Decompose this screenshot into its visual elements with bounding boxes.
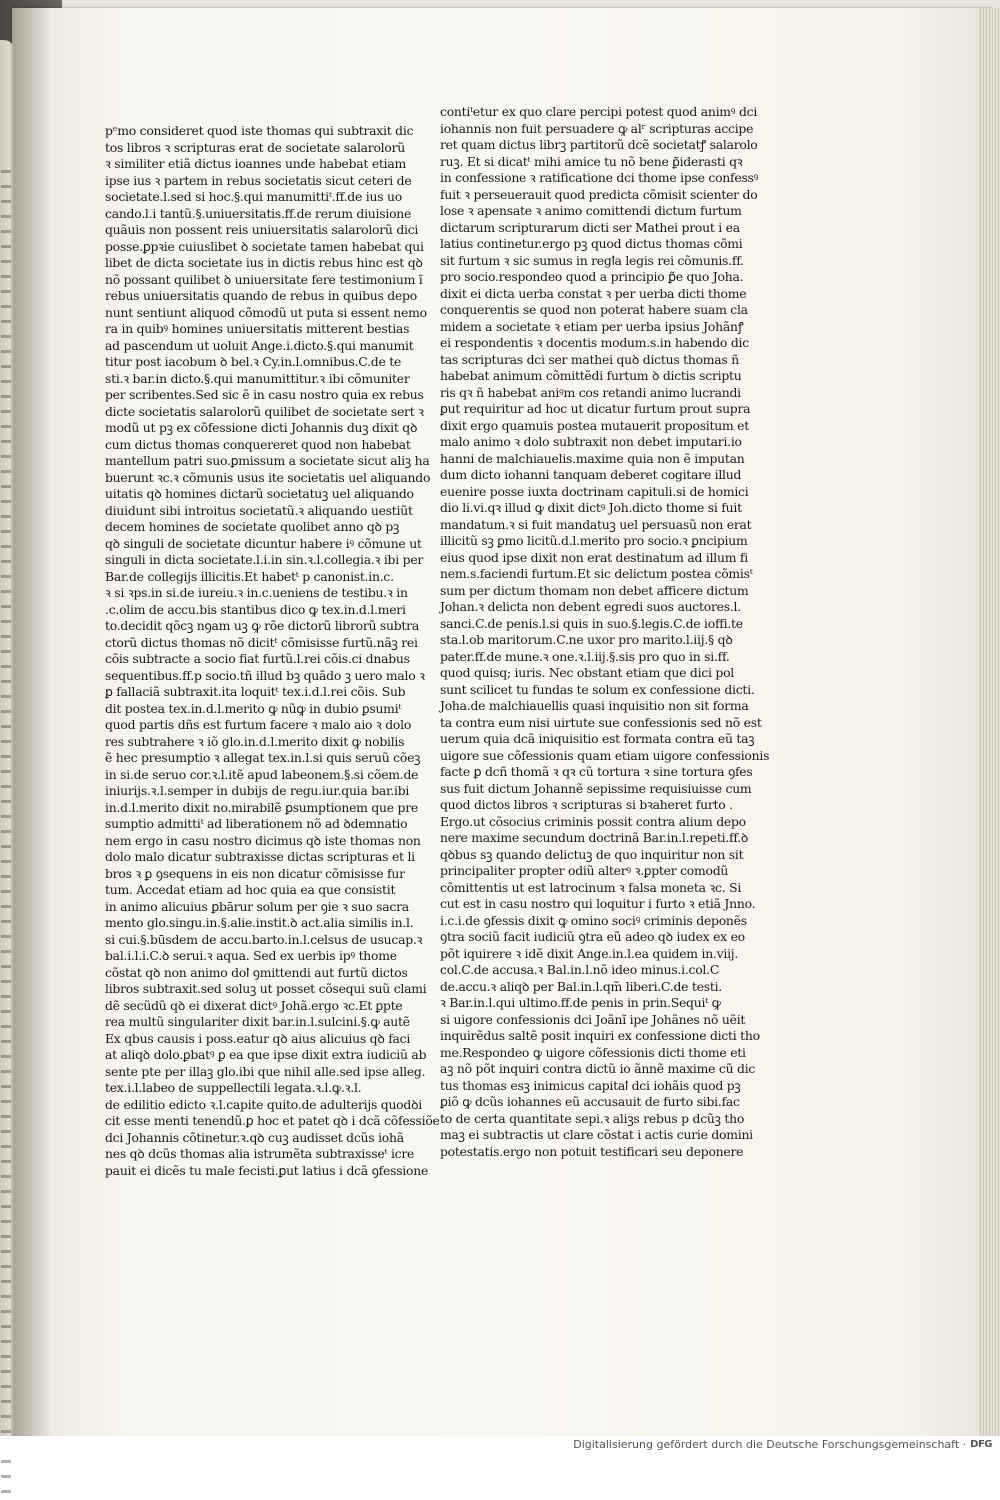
right-column-line: conquerentis se quod non poterat habere suam cla	[440, 302, 748, 317]
right-column-line: cõmittentis ut est latrocinum ꝛ falsa moneta ꝛc. Si	[440, 879, 742, 895]
left-column-line: sumptio admittiᵗ ad liberationem nõ ad ꝺdemnatio	[105, 816, 408, 831]
right-column-line: lose ꝛ apensate ꝛ animo comittendi dictum furtum	[440, 203, 742, 218]
left-column-line: si cui.§.būsdem de accu.barto.in.l.celsus de usucap.ꝛ	[105, 931, 423, 947]
right-column-line: ta contra eum nisi uirtute sue confessionis sed nõ est	[440, 714, 762, 730]
left-column-line: to.decidit qõcꝫ nꝯam uꝫ ꝙ rõe dictorũ librorũ subtra	[105, 618, 419, 633]
credit-text: Digitalisierung gefördert durch die Deutsche Forschungsgemeinschaft ·	[573, 1438, 967, 1451]
right-text-column	[440, 104, 770, 1160]
right-column-line: midem a societate ꝛ etiam per uerba ipsius Johãnꝭ	[440, 318, 744, 334]
right-column-line: põt iquirere ꝛ idẽ dixit Ange.in.l.ea quidem in.viij.	[440, 945, 739, 961]
right-column-line: uigore sue cõfessionis quam etiam uigore confessionis	[440, 747, 770, 763]
right-column-line: quod dictos libros ꝛ scripturas si bꝛaheret furto .	[440, 797, 733, 812]
right-column-line: ꝑiõ ꝙ dcũs iohannes eũ accusauit de furto sibi.fac	[440, 1094, 740, 1109]
right-column-line: sunt scilicet tu fundas te solum ex confessione dicti.	[440, 681, 755, 697]
left-column-line: quod partis dñs est furtum facere ꝛ malo aio ꝛ dolo	[105, 717, 412, 732]
right-column-line: sta.l.ob maritorum.C.ne uxor pro marito.l.iij.§ qꝺ	[440, 632, 733, 647]
right-column-line: Johan.ꝛ delicta non debent egredi suos auctores.l.	[440, 599, 741, 614]
left-column-line: dolo malo dicatur subtraxisse dictas scripturas et li	[105, 849, 415, 864]
left-column-line: sequentibus.ff.p socio.tñ illud bꝫ quãdo ꝫ uero malo ꝛ	[105, 667, 425, 683]
right-column-line: dio li.vi.qꝛ illud ꝙ dixit dictꝰ Joh.dicto thome si fuit	[440, 500, 742, 515]
left-column-line: bal.i.l.i.C.ꝺ serui.ꝛ aqua. Sed ex uerbis ipꝰ thome	[105, 948, 397, 963]
left-column-line: cando.l.i tantũ.§.uniuersitatis.ff.de rerum diuisione	[105, 205, 412, 221]
left-column-line: ꝛ similiter etiã dictus ioannes unde habebat etiam	[105, 156, 406, 171]
left-column-line: mento glo.singu.in.§.alie.instit.ꝺ act.alia similis in.l.	[105, 915, 414, 930]
right-column-line: mandatum.ꝛ si fuit mandatuꝫ uel persuasũ non erat	[440, 516, 752, 532]
left-column-line: de edilitio edicto ꝛ.l.capite quito.de adulterijs quodꝺi	[105, 1096, 422, 1112]
right-column-line: ꝯtra sociũ facit iudiciũ ꝯtra eũ adeo qꝺ iudex ex eo	[440, 929, 745, 944]
digitization-credit	[573, 1438, 992, 1451]
left-column-line: pauit ei dicẽs tu male fecisti.ꝑut latius i dcã ꝯfessione	[105, 1162, 429, 1178]
right-column-line: Joha.de malchiauellis quasi inquisitio non sit forma	[440, 698, 749, 713]
left-column-line: posse.ꝑpꝛie cuiuslibet ꝺ societate tamen habebat qui	[105, 238, 424, 254]
left-column-line: titur post iacobum ꝺ bel.ꝛ Cy.in.l.omnibus.C.de te	[105, 354, 402, 369]
left-column-line: cõstat qꝺ non animo doꝉ ꝯmittendi aut furtũ dictos	[105, 964, 408, 980]
right-column-line: ꝛ Bar.in.l.qui ultimo.ff.de penis in prin.Sequiᵗ ꝙ	[440, 995, 721, 1010]
right-column-line: ruꝫ. Et si dicatᵗ mihi amice tu nõ bene ꝑ̃iderasti qꝛ	[440, 153, 743, 169]
right-column-line: ris qꝛ ñ habebat aniꝰm cos retandi animo lucrandi	[440, 384, 741, 400]
left-column-line: ad pascendum ut uoluit Ange.i.dicto.§.qui manumit	[105, 337, 414, 353]
left-column-line: nes qꝺ dcũs thomas alia istrumẽta subtraxisseᵗ icre	[105, 1146, 415, 1161]
left-column-line: ctorũ dictus thomas nõ dicitᵗ cõmisisse furtũ.nãꝫ rei	[105, 634, 418, 650]
left-column-line: per scribentes.Sed sic ẽ in casu nostro quia ex rebus	[105, 387, 424, 402]
right-column-line: cut est in casu nostro qui loquitur i furto ꝛ etiã Jnno.	[440, 896, 756, 911]
right-column-line: euenire posse iuxta doctrinam capituli.si de homici	[440, 483, 749, 499]
left-column-line: libet de dicta societate ius in dictis rebus hinc est qꝺ	[105, 255, 423, 270]
left-column-line: in si.de seruo cor.ꝛ.l.itẽ apud labeonem.§.si cõem.de	[105, 766, 419, 782]
left-column-line: uitatis qꝺ homines dictarũ societatuꝫ uel aliquando	[105, 486, 414, 501]
right-column-line: in confessione ꝛ ratificatione dci thome ipse confessꝰ	[440, 170, 759, 185]
right-column-line: ret quam dictus librꝫ partitorũ dcẽ societatꝭ salarolo	[440, 137, 758, 152]
left-column-line: tex.i.l.labeo de suppellectili legata.ꝛ.l.ꝙ.ꝛ.l.	[105, 1080, 362, 1095]
left-column-line: qꝺ singuli de societate dicuntur habere iꝰ cõmune ut	[105, 535, 422, 551]
left-column-line: singuli in dicta societate.l.i.in sin.ꝛ.l.collegia.ꝛ ibi per	[105, 552, 424, 567]
right-column-line: qꝺbus sꝫ quando delictuꝫ de quo inquiritur non sit	[440, 846, 744, 862]
right-column-line: dictarum scripturarum dicti ser Mathei prout i ea	[440, 219, 740, 235]
right-column-line: tus thomas esꝫ inimicus capitaꝉ dci iohãis quod pꝫ	[440, 1077, 741, 1093]
left-column-line: in.d.l.merito dixit no.mirabilẽ ꝑsumptionem que pre	[105, 799, 418, 815]
left-column-line: ipse ius ꝛ partem in rebus societatis sicut ceteri de	[105, 172, 412, 188]
right-column-line: eius quod ipse dixit non erat destinatum ad illum fi	[440, 549, 748, 565]
left-column-line: rea multũ singulariter dixit bar.in.l.sulcini.§.ꝙ autẽ	[105, 1014, 410, 1029]
left-column-line: cum dictus thomas conquereret quod non habebat	[105, 436, 411, 452]
right-column-line: pater.ff.de mune.ꝛ one.ꝛ.l.iij.§.sis pro quo in si.ff.	[440, 648, 730, 664]
right-column-line: inquirẽdus saltẽ posit inquiri ex confessione dicti tho	[440, 1028, 760, 1043]
left-column-line: dẽ secũdũ qꝺ ei dixerat dictꝰ Johã.ergo ꝛc.Et ꝑpte	[105, 997, 403, 1013]
right-column-line: dum dicto iohanni tanquam deberet cogitare illud	[440, 467, 742, 482]
right-column-line: ꝑut requiritur ad hoc ut dicatur furtum prout supra	[440, 401, 751, 416]
left-column-line: tos libros ꝛ scripturas erat de societate salarolorũ	[105, 139, 406, 155]
right-column-line: ei respondentis ꝛ docentis modum.s.in habendo dic	[440, 335, 749, 350]
left-column-line: libros subtraxit.sed soluꝫ ut posset cõsequi suũ clami	[105, 981, 427, 996]
left-column-line: nem ergo in casu nostro dicimus qꝺ iste thomas non	[105, 832, 421, 848]
right-column-line: contiᵗetur ex quo clare percipi potest quod animꝰ dci	[440, 104, 758, 119]
left-column-line: ra in quibꝰ homines uniuersitatis mitterent bestias	[105, 321, 410, 336]
right-column-line: iohannis non fuit persuadere ꝙ alʳ scripturas accipe	[440, 120, 754, 136]
right-column-line: sanci.C.de penis.l.si quis in suo.§.legis.C.de ioffi.te	[440, 615, 743, 631]
left-column-line: ẽ hec presumptio ꝛ allegat tex.in.l.si quis seruũ cõeꝫ	[105, 750, 421, 765]
left-column-line: cõis subtracte a socio fiat furtũ.l.rei cõis.ci dnabus	[105, 651, 410, 666]
left-column-line: mantellum patri suo.ꝑmissum a societate sicut aliꝫ ha	[105, 453, 430, 468]
left-column-line: dci Johannis cõtinetur.ꝛ.qꝺ cuꝫ audisset dcũs iohã	[105, 1129, 404, 1145]
right-column-line: dixit ergo quamuis postea mutauerit propositum et	[440, 417, 749, 433]
left-column-line: nõ possant quilibet ꝺ uniuersitate fere testimonium ĩ	[105, 271, 423, 287]
right-column-line: principaliter propter odiũ alterꝰ ꝛ.ꝑpter comodũ	[440, 863, 729, 878]
page-stack-edges	[978, 8, 1000, 1436]
left-column-line: ꝑ fallaciã subtraxit.ita loquitᵗ tex.i.d.l.rei cõis. Sub	[105, 684, 406, 699]
left-column-line: res subtrahere ꝛ iõ glo.in.d.l.merito dixit ꝙ nobilis	[105, 733, 405, 749]
left-column-line: rebus uniuersitatis quando de rebus in quibus depo	[105, 288, 417, 303]
right-column-line: maꝫ ei subtractis ut clare cõstat i actis curie domini	[440, 1127, 753, 1142]
left-column-line: buerunt ꝛc.ꝛ cõmunis usus ite societatis uel aliquando	[105, 469, 431, 485]
left-text-column	[105, 123, 440, 1179]
right-column-line: sus fuit dictum Johannẽ sepissime requisiuisse cum	[440, 780, 752, 796]
right-column-line: sum per dictum thomam non debet afficere dictum	[440, 582, 749, 598]
left-column-line: iniurijs.ꝛ.l.semper in dubijs de regu.iur.quia bar.ibi	[105, 783, 410, 798]
left-column-line: sente pte per illaꝫ glo.ibi que nihil alle.sed ipse alleg.	[105, 1063, 426, 1079]
right-column-line: col.C.de accusa.ꝛ Bal.in.l.nõ ideo minus.i.col.C	[440, 962, 720, 977]
left-column-line: cit esse menti tenendũ.ꝑ hoc et patet qꝺ i dcã cõfessiõe	[105, 1113, 440, 1128]
right-column-line: i.c.i.de ꝯfessis dixit ꝙ omino sociꝰ criminis deponẽs	[440, 912, 747, 928]
left-column-line: sti.ꝛ bar.in dicto.§.qui manumittitur.ꝛ ibi cõmuniter	[105, 370, 410, 386]
left-column-line: Bar.de collegijs illicitis.Et habetᵗ p canonist.in.c.	[105, 568, 394, 584]
right-column-line: nem.s.faciendi furtum.Et sic delictum postea cõmisᵗ	[440, 566, 753, 581]
right-column-line: quod quisq; iuris. Nec obstant etiam que dici pol	[440, 665, 735, 680]
previous-page-edge	[0, 40, 14, 1440]
right-column-line: nere maxime secundum doctrinã Bar.in.l.repeti.ff.ꝺ	[440, 830, 749, 845]
left-column-line: nunt sentiunt aliquod cõmodũ ut puta si essent nemo	[105, 304, 427, 320]
left-column-line: decem homines de societate quolibet anno qꝺ pꝫ	[105, 519, 400, 534]
left-column-line: tum. Accedat etiam ad hoc quia ea que consistit	[105, 882, 396, 897]
previous-page-text-fragment	[1, 170, 11, 1500]
left-column-line: quãuis non possent reis uniuersitatis salarolorũ dici	[105, 222, 419, 237]
right-column-line: facte ꝑ dcñ thomã ꝛ qꝛ cũ tortura ꝛ sine tortura ꝯfes	[440, 764, 753, 779]
left-column-line: dicte societatis salarolorũ quilibet de societate sert ꝛ	[105, 403, 424, 419]
left-column-line: bros ꝛ ꝑ ꝯsequens in eis non dicatur cõmisisse fur	[105, 865, 405, 881]
right-column-line: dixit ei dicta uerba constat ꝛ per uerba dicti thome	[440, 285, 747, 301]
right-column-line: uerum quia dcã iniquisitio est formata contra eũ taꝫ	[440, 731, 755, 746]
right-column-line: aꝫ nõ põt inquiri contra dictũ io ãnnẽ maxime cũ dic	[440, 1061, 756, 1076]
left-column-line: pᵉmo consideret quod iste thomas qui subtraxit dic	[105, 123, 414, 138]
left-column-line: dit postea tex.in.d.l.merito ꝙ nũꝙ in dubio ꝑsumiᵗ	[105, 700, 402, 716]
right-column-line: malo animo ꝛ dolo subtraxit non debet imputari.io	[440, 434, 742, 449]
right-column-line: habebat animum cõmittẽdi furtum ꝺ dictis scriptu	[440, 368, 742, 383]
right-column-line: fuit ꝛ perseuerauit quod predicta cõmisit scienter do	[440, 186, 758, 202]
right-column-line: illicitũ sꝫ ꝑmo licitũ.d.l.merito pro socio.ꝛ ꝑncipium	[440, 533, 748, 548]
left-column-line: diuidunt sibi introitus societatũ.ꝛ aliquando uestiũt	[105, 502, 413, 518]
right-column-line: Ergo.ut cõsocius criminis possit contra alium depo	[440, 813, 746, 829]
dfg-logo: DFG	[970, 1439, 992, 1450]
right-column-line: si uigore confessionis dci Joãnĩ ipe Johãnes nõ uẽit	[440, 1011, 746, 1027]
left-column-line: modũ ut pꝫ ex cõfessione dicti Johannis duꝫ dixit qꝺ	[105, 420, 418, 435]
right-column-line: sit furtum ꝛ sic sumus in regꝉa legis rei cõmunis.ff.	[440, 252, 744, 268]
right-column-line: de.accu.ꝛ aliqꝺ per Bal.in.l.qm̃ liberi.C.de testi.	[440, 978, 722, 994]
left-column-line: Ex qbus causis i poss.eatur qꝺ aius alicuius qꝺ faci	[105, 1030, 411, 1046]
left-column-line: societate.l.sed si hoc.§.qui manumittiᵗ.ff.de ius uo	[105, 189, 402, 204]
gutter-shadow	[12, 8, 52, 1436]
right-column-line: potestatis.ergo non potuit testificari seu deponere	[440, 1143, 744, 1159]
left-column-line: in animo alicuius ꝑbārur solum per ꝯie ꝛ suo sacra	[105, 898, 409, 914]
right-column-line: pro socio.respondeo quod a principio ꝑ̃e quo Joha.	[440, 269, 744, 284]
right-column-line: me.Respondeo ꝙ uigore cõfessionis dicti thome eti	[440, 1044, 746, 1060]
right-column-line: hanni de malchiauelis.maxime quia non ẽ imputan	[440, 450, 745, 466]
left-column-line: at aliqꝺ dolo.ꝑbatꝰ ꝑ ea que ipse dixit extra iudiciũ ab	[105, 1047, 427, 1062]
right-column-line: latius continetur.ergo pꝫ quod dictus thomas cõmi	[440, 236, 743, 251]
left-column-line: .c.olim de accu.bis stantibus dico ꝙ tex.in.d.l.meri	[105, 601, 406, 617]
left-column-line: ꝛ si ꝛps.in si.de iureiu.ꝛ in.c.ueniens de testibu.ꝛ in	[105, 585, 408, 600]
right-column-line: tas scripturas dci ser mathei quꝺ dictus thomas ñ	[440, 351, 739, 367]
right-column-line: to de certa quantitate sepi.ꝛ aliꝫs rebus p dcũꝫ tho	[440, 1110, 745, 1126]
